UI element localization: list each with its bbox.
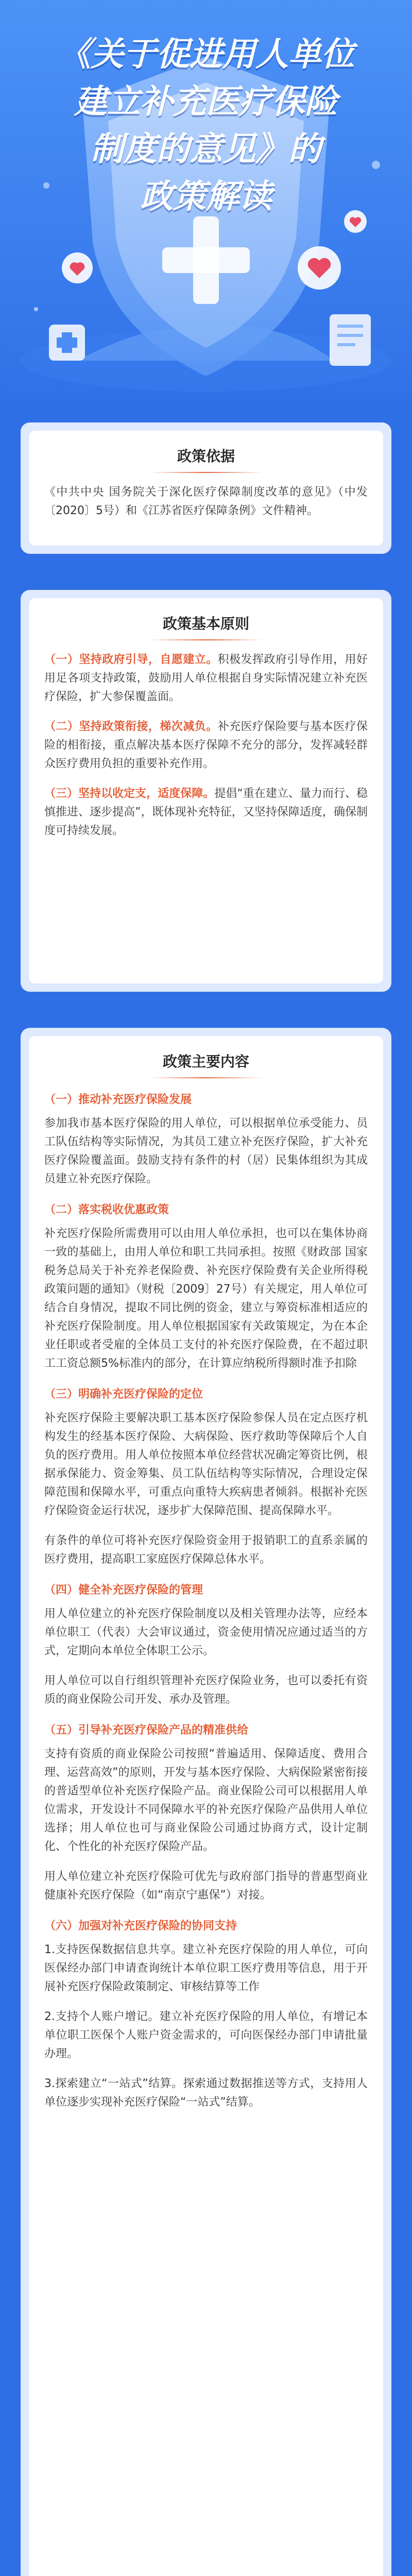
principles-card (29, 598, 383, 984)
principles-title-text: 政策基本原则 (162, 615, 249, 632)
hero-title-line: 《关于促进用人单位 (58, 36, 354, 74)
basis-section (21, 422, 391, 554)
principle-head: （一）坚持政府引导，自愿建立。 (44, 653, 218, 666)
content-subheading: （六）加强对补充医疗保险的协同支持 (44, 1920, 237, 1933)
principle-head: （三）坚持以收定支，适度保障。 (44, 787, 215, 800)
content-subheading: （五）引导补充医疗保险产品的精准供给 (44, 1724, 249, 1737)
content-subheading: （一）推动补充医疗保险发展 (44, 1093, 192, 1106)
content-title (44, 1052, 368, 1078)
content-paragraph: 有条件的单位可将补充医疗保险资金用于报销职工的直系亲属的医疗费用，提高职工家庭医疗保障总体水平。 (44, 1534, 368, 1566)
title-underline (149, 1077, 263, 1078)
content-subheading: （二）落实税收优惠政策 (44, 1204, 169, 1216)
principle-body: 提倡“重在建立、量力而行、稳慎推进、逐步提高”，既体现补充特征，又坚持保障适度，确保制度可持续发展。 (44, 787, 368, 837)
hero-title-line: 制度的意见》的 (91, 130, 321, 168)
content-subheading: （三）明确补充医疗保险的定位 (44, 1388, 203, 1401)
content-paragraph: 参加我市基本医疗保险的用人单位，可以根据单位承受能力、员工队伍结构等实际情况，为其员工建立补充医疗保险，扩大补充医疗保险覆盖面。鼓励支持有条件的村（居）民集体组织为其成员建立补充医疗保险。 (44, 1117, 368, 1185)
principle-item (44, 718, 368, 773)
content-section (21, 1028, 391, 2576)
content-paragraph: 补充医疗保险主要解决职工基本医疗保险参保人员在定点医疗机构发生的经基本医疗保险、大病保险、医疗救助等保障后个人自负的医疗费用。用人单位按照本单位经营状况确定筹资比例，根据承保能力、资金筹集、员工队伍结构等实际情况，合理设定保障范围和保障水平，可重点向重特大疾病患者倾斜。根据补充医疗保险资金运行状况，逐步扩大保障范围、提高保障水平。 (44, 1412, 368, 1517)
principle-body: 补充医疗保险要与基本医疗保险的相衔接，重点解决基本医疗保障不充分的部分，发挥减轻群众医疗费用负担的重要补充作用。 (44, 720, 368, 770)
title-underline (149, 472, 263, 473)
principle-body: 积极发挥政府引导作用，用好用足各项支持政策，鼓励用人单位根据自身实际情况建立补充医疗保险，扩大参保覆盖面。 (44, 653, 368, 703)
content-paragraph: 1.支持医保数据信息共享。建立补充医疗保险的用人单位，可向医保经办部门申请查询统计本单位职工医疗费用等信息，用于开展补充医疗保险政策制定、审核结算等工作 (44, 1943, 368, 1993)
content-paragraph: 用人单位可以自行组织管理补充医疗保险业务，也可以委托有资质的商业保险公司开发、承办及管理。 (44, 1674, 368, 1706)
content-subheading: （四）健全补充医疗保险的管理 (44, 1584, 203, 1597)
hero-banner (0, 0, 412, 417)
hero-title (0, 31, 412, 221)
title-underline (149, 639, 263, 640)
basis-card (29, 431, 383, 546)
content-paragraph: 用人单位建立补充医疗保险可优先与政府部门指导的普惠型商业健康补充医疗保险（如“南京宁惠保”）对接。 (44, 1870, 368, 1902)
principle-item (44, 651, 368, 706)
content-card (29, 1036, 383, 2576)
hero-title-line: 政策解读 (140, 178, 272, 216)
hero-title-line: 建立补充医疗保险 (74, 83, 338, 121)
content-paragraph: 补充医疗保险所需费用可以由用人单位承担，也可以在集体协商一致的基础上，由用人单位和职工共同承担。按照《财政部 国家税务总局关于补充养老保险费、补充医疗保险费有关企业所得税政策问题的通知》（财税〔2009〕27号）有关规定，用人单位可结合自身情况，提取不同比例的资金，建立与筹资标准相适应的补充医疗保险制度。用人单位根据国家有关政策规定，为在本企业任职或者受雇的全体员工支付的补充医疗保险费，在不超过职工工资总额5%标准内的部分，在计算应纳税所得额时准予扣除 (44, 1227, 368, 1370)
basis-title-text: 政策依据 (177, 448, 235, 465)
content-paragraph: 支持有资质的商业保险公司按照“普遍适用、保障适度、费用合理、运营高效”的原则，开发与基本医疗保险、大病保险紧密衔接的普适型单位补充医疗保险产品。商业保险公司可以根据用人单位需求，开发设计不同保障水平的补充医疗保险产品供用人单位选择；用人单位也可与商业保险公司通过协商方式，设计定制化、个性化的补充医疗保险产品。 (44, 1748, 368, 1853)
principle-item (44, 785, 368, 840)
content-title-text: 政策主要内容 (162, 1053, 249, 1070)
principles-section (21, 590, 391, 992)
principle-head: （二）坚持政策衔接，梯次减负。 (44, 720, 218, 733)
content-paragraph: 用人单位建立的补充医疗保险制度以及相关管理办法等，应经本单位职工（代表）大会审议通过，资金使用情况应通过适当的方式，定期向本单位全体职工公示。 (44, 1607, 368, 1657)
basis-text: 《中共中央 国务院关于深化医疗保障制度改革的意见》（中发〔2020〕5号）和《江苏省医疗保障条例》文件精神。 (44, 486, 368, 517)
content-paragraph: 2.支持个人账户增记。建立补充医疗保险的用人单位，有增记本单位职工医保个人账户资金需求的，可向医保经办部门申请批量办理。 (44, 2010, 368, 2060)
content-paragraph: 3.探索建立“一站式”结算。探索通过数据推送等方式，支持用人单位逐步实现补充医疗保险“一站式”结算。 (44, 2077, 368, 2109)
principles-title (44, 614, 368, 640)
basis-title (44, 446, 368, 473)
